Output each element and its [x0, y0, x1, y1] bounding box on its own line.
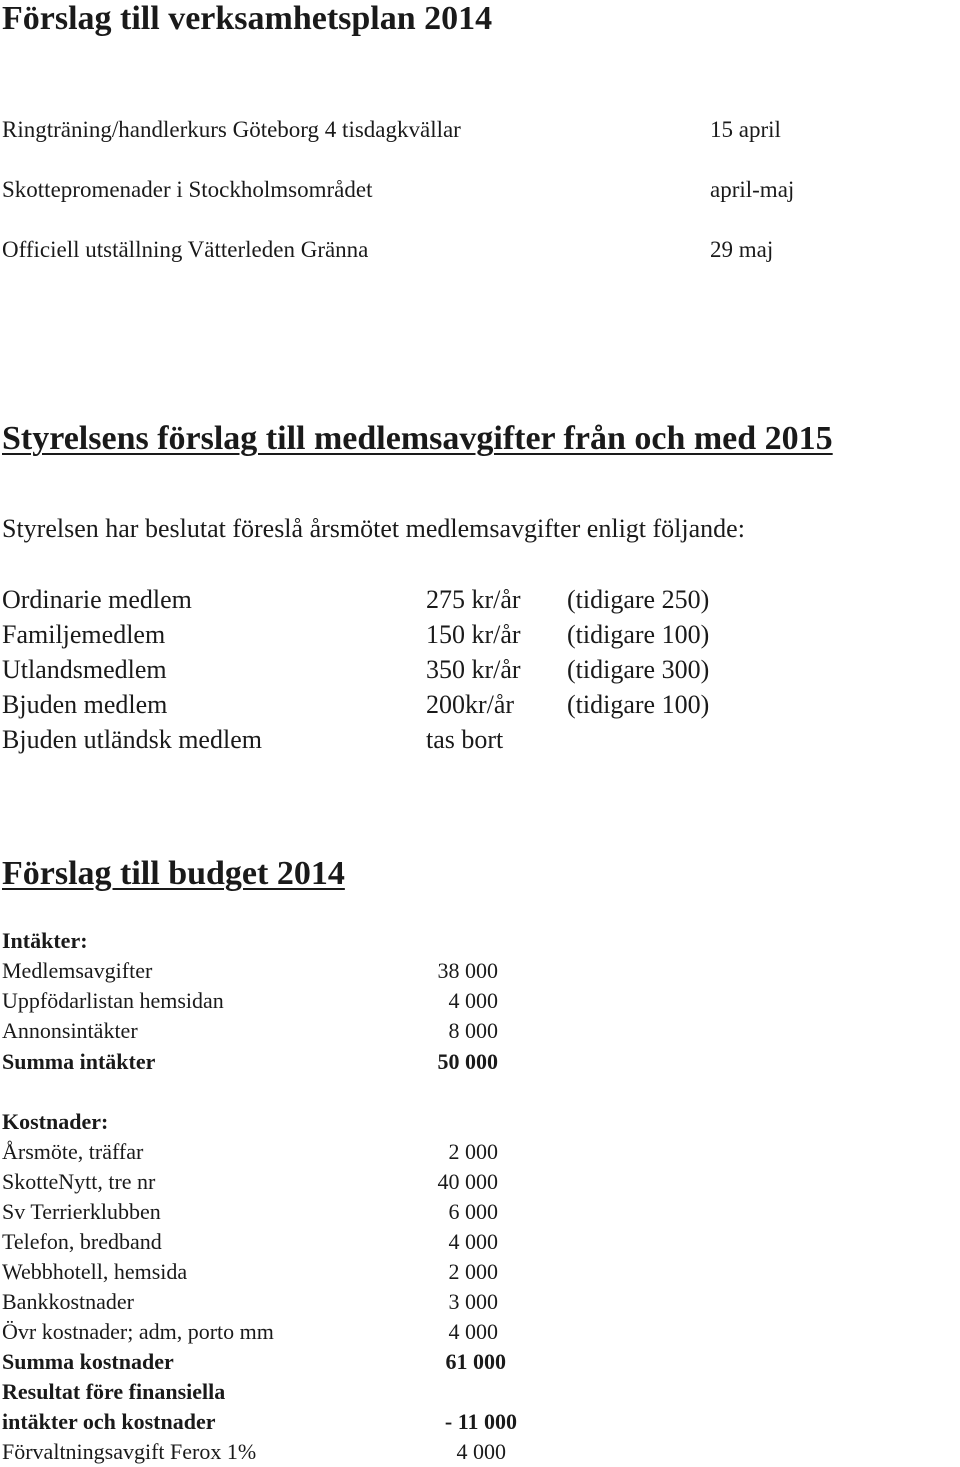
budget-title: Förslag till budget 2014 — [2, 855, 345, 892]
income-total-label: Summa intäkter — [2, 1049, 156, 1074]
cost-amount: 3 000 — [448, 1289, 498, 1314]
cost-label: SkotteNytt, tre nr — [2, 1169, 156, 1194]
costs-total-amount: 61 000 — [445, 1349, 506, 1374]
income-label: Uppfödarlistan hemsidan — [2, 988, 224, 1013]
event-name: Officiell utställning Vätterleden Gränna — [2, 237, 369, 262]
event-date: april-maj — [710, 177, 795, 202]
result-label-line1: Resultat före finansiella — [2, 1379, 226, 1404]
cost-amount: 40 000 — [437, 1169, 498, 1194]
cost-amount: 2 000 — [448, 1139, 498, 1164]
costs-total-label: Summa kostnader — [2, 1349, 174, 1374]
event-name: Skottepromenader i Stockholmsområdet — [2, 177, 373, 202]
cost-label: Årsmöte, träffar — [2, 1139, 144, 1164]
fees-intro: Styrelsen har beslutat föreslå årsmötet medlemsavgifter enligt följande: — [2, 514, 745, 543]
cost-amount: 2 000 — [448, 1259, 498, 1284]
result-label-line2: intäkter och kostnader — [2, 1409, 216, 1434]
fee-amount: 350 kr/år — [426, 655, 521, 684]
income-amount: 38 000 — [437, 958, 498, 983]
income-amount: 4 000 — [448, 988, 498, 1013]
fee-category: Familjemedlem — [2, 620, 166, 649]
cost-amount: 4 000 — [448, 1229, 498, 1254]
cost-label: Telefon, bredband — [2, 1229, 162, 1254]
fee-category: Ordinarie medlem — [2, 585, 192, 614]
fee-previous: (tidigare 250) — [567, 585, 710, 614]
costs-heading: Kostnader: — [2, 1109, 109, 1134]
fees-title: Styrelsens förslag till medlemsavgifter från och med 2015 — [2, 420, 833, 457]
fee-amount: 150 kr/år — [426, 620, 521, 649]
event-name: Ringträning/handlerkurs Göteborg 4 tisdagkvällar — [2, 117, 461, 142]
cost-amount: 6 000 — [448, 1199, 498, 1224]
cost-label: Bankkostnader — [2, 1289, 134, 1314]
fee-previous: (tidigare 100) — [567, 620, 710, 649]
admin-fee-label: Förvaltningsavgift Ferox 1% — [2, 1439, 257, 1464]
cost-label: Sv Terrierklubben — [2, 1199, 161, 1224]
cost-amount: 4 000 — [448, 1319, 498, 1344]
fee-amount: tas bort — [426, 725, 504, 754]
activities-title: Förslag till verksamhetsplan 2014 — [2, 0, 493, 37]
fee-previous: (tidigare 100) — [567, 690, 710, 719]
income-amount: 8 000 — [448, 1018, 498, 1043]
fee-category: Bjuden medlem — [2, 690, 168, 719]
fee-category: Bjuden utländsk medlem — [2, 725, 262, 754]
income-total-amount: 50 000 — [437, 1049, 498, 1074]
fee-category: Utlandsmedlem — [2, 655, 167, 684]
fee-amount: 275 kr/år — [426, 585, 521, 614]
income-label: Annonsintäkter — [2, 1018, 138, 1043]
event-date: 29 maj — [710, 237, 774, 262]
cost-label: Övr kostnader; adm, porto mm — [2, 1319, 274, 1344]
admin-fee-amount: 4 000 — [456, 1439, 506, 1464]
cost-label: Webbhotell, hemsida — [2, 1259, 188, 1284]
fee-previous: (tidigare 300) — [567, 655, 710, 684]
result-amount: - 11 000 — [444, 1409, 517, 1434]
income-heading: Intäkter: — [2, 928, 88, 953]
income-label: Medlemsavgifter — [2, 958, 153, 983]
event-date: 15 april — [710, 117, 781, 142]
fee-amount: 200kr/år — [426, 690, 515, 719]
